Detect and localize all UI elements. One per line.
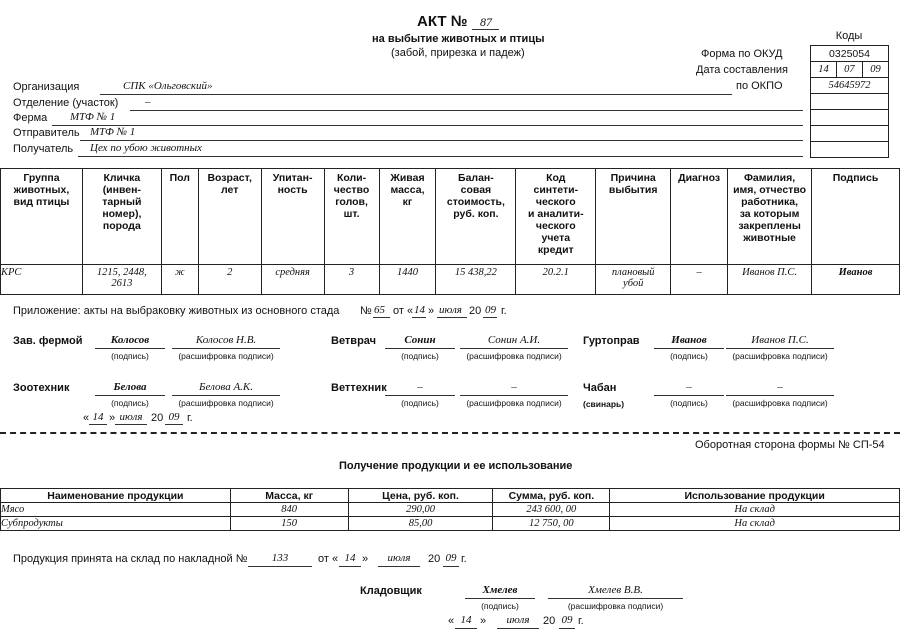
receiver-value: Цех по убою животных <box>90 142 202 154</box>
sig-caption: (подпись) <box>401 398 439 408</box>
signers-date-day: 14 <box>92 411 104 423</box>
signers-date-year-prefix: 20 <box>151 412 164 424</box>
product-cell: Субпродукты <box>1 517 231 531</box>
zav-name: Колосов Н.В. <box>195 334 257 346</box>
keeper-date-suffix: г. <box>578 615 584 627</box>
table-header-10: Диагноз <box>671 169 728 265</box>
table-cell-3: 2 <box>198 265 261 295</box>
table-header-11: Фамилия, имя, отчество работника, за которым закреплены животные <box>728 169 812 265</box>
accepted-label: Продукция принята на склад по накладной № <box>13 553 248 565</box>
decode-caption: (расшифровка подписи) <box>466 351 562 361</box>
invoice-no: 133 <box>271 552 289 564</box>
table-cell-6: 1440 <box>379 265 436 295</box>
table-cell-12: Иванов <box>812 265 900 295</box>
accepted-year: 09 <box>445 552 457 564</box>
gurt-label: Гуртоправ <box>583 335 640 347</box>
table-cell-10: – <box>671 265 728 295</box>
accepted-suffix: г. <box>461 553 467 565</box>
sig-caption: (подпись) <box>111 398 149 408</box>
gurt-signature: Иванов <box>671 334 707 346</box>
signers-date-suffix: г. <box>187 412 193 424</box>
appendix-from: от « <box>393 305 414 317</box>
product-cell: 243 600, 00 <box>493 503 610 517</box>
table-header-0: Группа животных, вид птицы <box>1 169 83 265</box>
reverse-caption: Оборотная сторона формы № СП-54 <box>695 439 885 451</box>
codes-table <box>810 45 889 158</box>
product-cell: Мясо <box>1 503 231 517</box>
decode-caption: (расшифровка подписи) <box>732 351 828 361</box>
product-header-1: Масса, кг <box>230 489 348 503</box>
signers-date-year: 09 <box>168 411 180 423</box>
zoo-name: Белова А.К. <box>198 381 253 393</box>
appendix-day: 14 <box>414 304 425 316</box>
table-cell-0: КРС <box>1 265 83 295</box>
vet-label: Ветврач <box>331 335 377 347</box>
keeper-label: Кладовщик <box>360 585 422 597</box>
vet-name: Сонин А.И. <box>487 334 541 346</box>
product-table <box>0 488 900 531</box>
org-label: Организация <box>13 81 80 93</box>
appendix-no: 65 <box>374 304 385 316</box>
appendix-year: 09 <box>485 304 496 316</box>
table-cell-11: Иванов П.С. <box>728 265 812 295</box>
keeper-date-month: июля <box>506 614 530 626</box>
table-cell-5: 3 <box>324 265 379 295</box>
accepted-month: июля <box>387 552 411 564</box>
product-header-0: Наименование продукции <box>1 489 231 503</box>
vet-signature: Сонин <box>404 334 436 346</box>
table-header-4: Упитан- ность <box>261 169 324 265</box>
reverse-title: Получение продукции и ее использование <box>339 460 573 472</box>
vettech-label: Веттехник <box>331 382 387 394</box>
keeper-date-year-prefix: 20 <box>543 615 556 627</box>
okpo-label: по ОКПО <box>736 80 783 92</box>
product-cell: 150 <box>230 517 348 531</box>
zoo-signature: Белова <box>113 381 147 393</box>
table-header-7: Балан- совая стоимость, руб. коп. <box>436 169 516 265</box>
act-subtitle-2: (забой, прирезка и падеж) <box>391 47 525 59</box>
date-year: 09 <box>862 62 888 78</box>
appendix-month: июля <box>439 304 462 316</box>
product-cell: 85,00 <box>348 517 493 531</box>
appendix-text: Приложение: акты на выбраковку животных из основного стада <box>13 305 340 317</box>
farm-value: МТФ № 1 <box>70 111 116 123</box>
okpo-value: 54645972 <box>811 78 889 94</box>
chaban-signature: – <box>686 381 692 393</box>
table-cell-9: плановый убой <box>596 265 671 295</box>
codes-title: Коды <box>835 30 863 42</box>
act-subtitle: на выбытие животных и птицы <box>372 33 545 45</box>
table-header-6: Живая масса, кг <box>379 169 436 265</box>
table-cell-8: 20.2.1 <box>516 265 596 295</box>
okud-value: 0325054 <box>811 46 889 62</box>
accepted-from: от « <box>318 553 339 565</box>
product-cell: 12 750, 00 <box>493 517 610 531</box>
okud-label: Форма по ОКУД <box>701 48 783 60</box>
signers-date-close: » <box>109 412 116 424</box>
keeper-date-open: « <box>448 615 455 627</box>
accepted-close: » <box>362 553 369 565</box>
chaban-sub: (свинарь) <box>583 399 625 409</box>
sig-caption: (подпись) <box>670 351 708 361</box>
table-cell-7: 15 438,22 <box>436 265 516 295</box>
sender-label: Отправитель <box>13 127 80 139</box>
decode-caption: (расшифровка подписи) <box>178 351 274 361</box>
keeper-date-year: 09 <box>561 614 573 626</box>
chaban-name: – <box>777 381 783 393</box>
decode-caption: (расшифровка подписи) <box>178 398 274 408</box>
table-header-8: Код синтети- ческого и аналити- ческого учета кредит <box>516 169 596 265</box>
table-header-9: Причина выбытия <box>596 169 671 265</box>
main-table <box>0 168 900 295</box>
keeper-signature: Хмелев <box>482 584 518 596</box>
appendix-close: » <box>428 305 435 317</box>
appendix-suffix: г. <box>501 305 507 317</box>
vettech-name: – <box>511 381 517 393</box>
table-header-1: Кличка (инвен- тарный номер), порода <box>82 169 161 265</box>
decode-caption: (расшифровка подписи) <box>466 398 562 408</box>
vettech-signature: – <box>417 381 423 393</box>
appendix-no-label: № <box>360 305 372 317</box>
table-cell-1: 1215, 2448, 2613 <box>82 265 161 295</box>
table-cell-4: средняя <box>261 265 324 295</box>
dept-label: Отделение (участок) <box>13 97 119 109</box>
gurt-name: Иванов П.С. <box>751 334 809 346</box>
product-header-4: Использование продукции <box>610 489 900 503</box>
sig-caption: (подпись) <box>481 601 519 611</box>
decode-caption: (расшифровка подписи) <box>732 398 828 408</box>
date-day: 14 <box>811 62 837 78</box>
accepted-day: 14 <box>344 552 356 564</box>
keeper-date-close: » <box>480 615 487 627</box>
decode-caption: (расшифровка подписи) <box>567 601 664 611</box>
chaban-label: Чабан <box>583 382 617 394</box>
table-cell-2: ж <box>161 265 198 295</box>
org-value: СПК «Ольговский» <box>123 80 213 92</box>
date-month: 07 <box>836 62 862 78</box>
zav-signature: Колосов <box>110 334 150 346</box>
sig-caption: (подпись) <box>670 398 708 408</box>
product-cell: 840 <box>230 503 348 517</box>
table-header-2: Пол <box>161 169 198 265</box>
keeper-date-day: 14 <box>460 614 472 626</box>
zoo-label: Зоотехник <box>13 382 70 394</box>
receiver-label: Получатель <box>13 143 74 155</box>
dept-value: – <box>145 96 151 108</box>
product-cell: На склад <box>610 517 900 531</box>
date-made-label: Дата составления <box>696 64 788 76</box>
farm-label: Ферма <box>13 112 48 124</box>
product-header-3: Сумма, руб. коп. <box>493 489 610 503</box>
sender-value: МТФ № 1 <box>90 126 136 138</box>
table-header-5: Коли- чество голов, шт. <box>324 169 379 265</box>
product-cell: 290,00 <box>348 503 493 517</box>
appendix-year-prefix: 20 <box>469 305 482 317</box>
table-header-12: Подпись <box>812 169 900 265</box>
cut-line <box>0 432 900 434</box>
signers-date-month: июля <box>119 411 143 423</box>
act-title: АКТ № <box>417 13 468 30</box>
sig-caption: (подпись) <box>111 351 149 361</box>
keeper-name: Хмелев В.В. <box>588 584 643 596</box>
product-header-2: Цена, руб. коп. <box>348 489 493 503</box>
signers-date-open: « <box>83 412 90 424</box>
accepted-year-prefix: 20 <box>428 553 441 565</box>
sig-caption: (подпись) <box>401 351 439 361</box>
act-number: 87 <box>480 15 492 29</box>
table-header-3: Возраст, лет <box>198 169 261 265</box>
product-cell: На склад <box>610 503 900 517</box>
zav-label: Зав. фермой <box>13 335 83 347</box>
